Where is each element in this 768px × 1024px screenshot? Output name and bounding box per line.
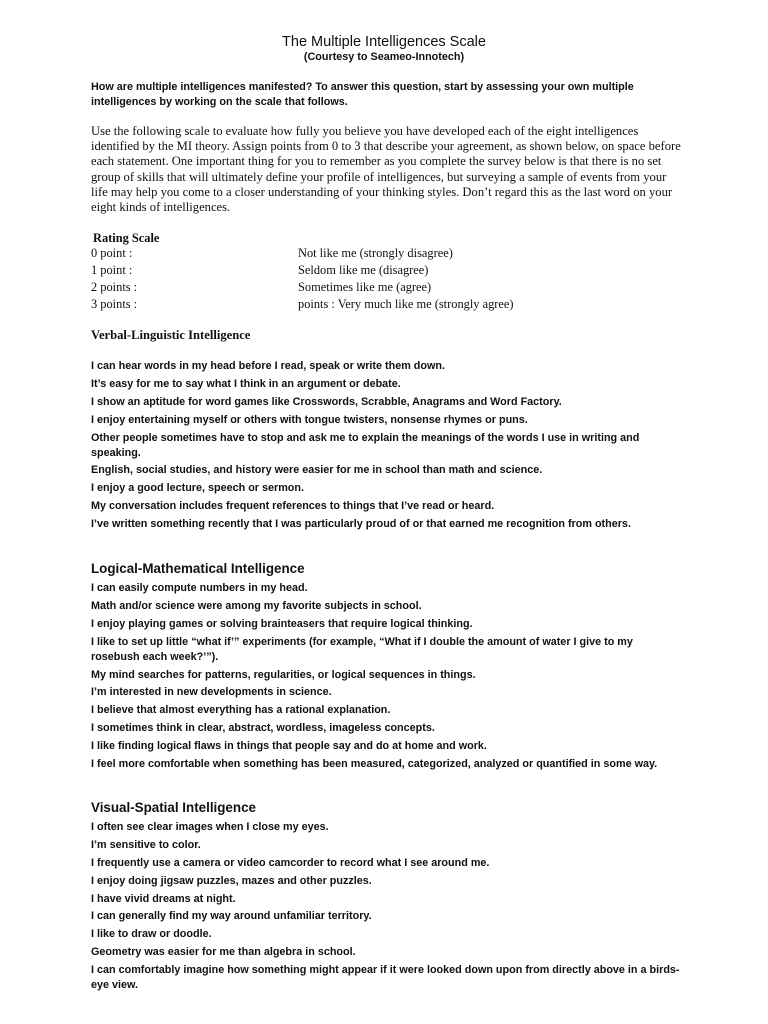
statement-item: I show an aptitude for word games like Crosswords, Scrabble, Anagrams and Word Factory. [91,395,562,408]
statement-item: I believe that almost everything has a rational explanation. [91,704,391,717]
statement-item: English, social studies, and history were easier for me in school than math and science. [91,464,543,477]
statement-item: My mind searches for patterns, regularities, or logical sequences in things. [91,668,476,681]
statement-item: I’ve written something recently that I was particularly proud of or that earned me recognition from others. [91,518,631,531]
statement-item: Math and/or science were among my favorite subjects in school. [91,599,422,612]
rating-points: 2 points : [91,280,138,294]
rating-description: Seldom like me (disagree) [298,263,429,277]
rating-points: 0 point : [91,246,133,260]
statement-item: I sometimes think in clear, abstract, wordless, imageless concepts. [91,722,435,735]
section-items-verbal-linguistic [91,359,681,535]
statement-item: I enjoy entertaining myself or others with tongue twisters, nonsense rhymes or puns. [91,413,528,426]
rating-description: points : Very much like me (strongly agree) [298,297,514,311]
statement-item: Geometry was easier for me than algebra in school. [91,946,356,959]
statement-item: I enjoy playing games or solving brainteasers that require logical thinking. [91,617,473,630]
section-items-visual-spatial [91,820,681,996]
rating-description: Sometimes like me (agree) [298,280,432,294]
statement-item: Other people sometimes have to stop and ask me to explain the meanings of the words I use in writing and speaking. [91,431,640,459]
rating-description: Not like me (strongly disagree) [298,246,453,260]
statement-item: I like finding logical flaws in things that people say and do at home and work. [91,740,487,753]
statement-item: It’s easy for me to say what I think in an argument or debate. [91,377,401,390]
statement-item: I’m interested in new developments in science. [91,686,332,699]
statement-item: I like to draw or doodle. [91,928,212,941]
statement-item: I enjoy a good lecture, speech or sermon. [91,482,304,495]
rating-scale-title: Rating Scale [93,231,160,245]
statement-item: My conversation includes frequent references to things that I’ve read or heard. [91,500,495,513]
statement-item: I can comfortably imagine how something might appear if it were looked down upon from directly above in a birds-eye view. [91,964,680,992]
rating-points: 3 points : [91,297,138,311]
section-heading-verbal-linguistic: Verbal-Linguistic Intelligence [91,328,251,342]
statement-item: I like to set up little “what if’” experiments (for example, “What if I double the amount of water I give to my rosebush each week?’”). [91,635,633,663]
intro-paragraph: How are multiple intelligences manifested? To answer this question, start by assessing your own multiple intelligences by working on the scale that follows. [91,81,634,108]
statement-item: I feel more comfortable when something has been measured, categorized, analyzed or quantified in some way. [91,758,658,771]
statement-item: I have vivid dreams at night. [91,892,236,905]
statement-item: I can generally find my way around unfamiliar territory. [91,910,372,923]
section-heading-logical-mathematical: Logical-Mathematical Intelligence [91,561,305,576]
statement-item: I enjoy doing jigsaw puzzles, mazes and other puzzles. [91,874,372,887]
statement-item: I frequently use a camera or video camcorder to record what I see around me. [91,856,490,869]
rating-points: 1 point : [91,263,133,277]
page-subtitle: (Courtesy to Seameo-Innotech) [303,51,465,63]
page-title: The Multiple Intelligences Scale [282,34,486,50]
statement-item: I can easily compute numbers in my head. [91,582,308,594]
section-heading-visual-spatial: Visual-Spatial Intelligence [91,800,256,815]
instructions-paragraph: Use the following scale to evaluate how fully you believe you have developed each of the eight intelligences identified by the MI theory. Assign points from 0 to 3 that describe your agreement, as shown below, on space before each statement. One important thing for you to remember as you complete the survey below is that there is no set group of skills that will ultimately define your profile of intelligences, but surveying a sample of events from your life may help you come to a closer understanding of your thinking styles. Don’t regard this as the last word on your eight kinds of intelligences. [91,124,681,215]
statement-item: I’m sensitive to color. [91,838,201,851]
statement-item: I often see clear images when I close my eyes. [91,821,329,833]
statement-item: I can hear words in my head before I read, speak or write them down. [91,360,445,372]
section-items-logical-mathematical [91,581,681,775]
